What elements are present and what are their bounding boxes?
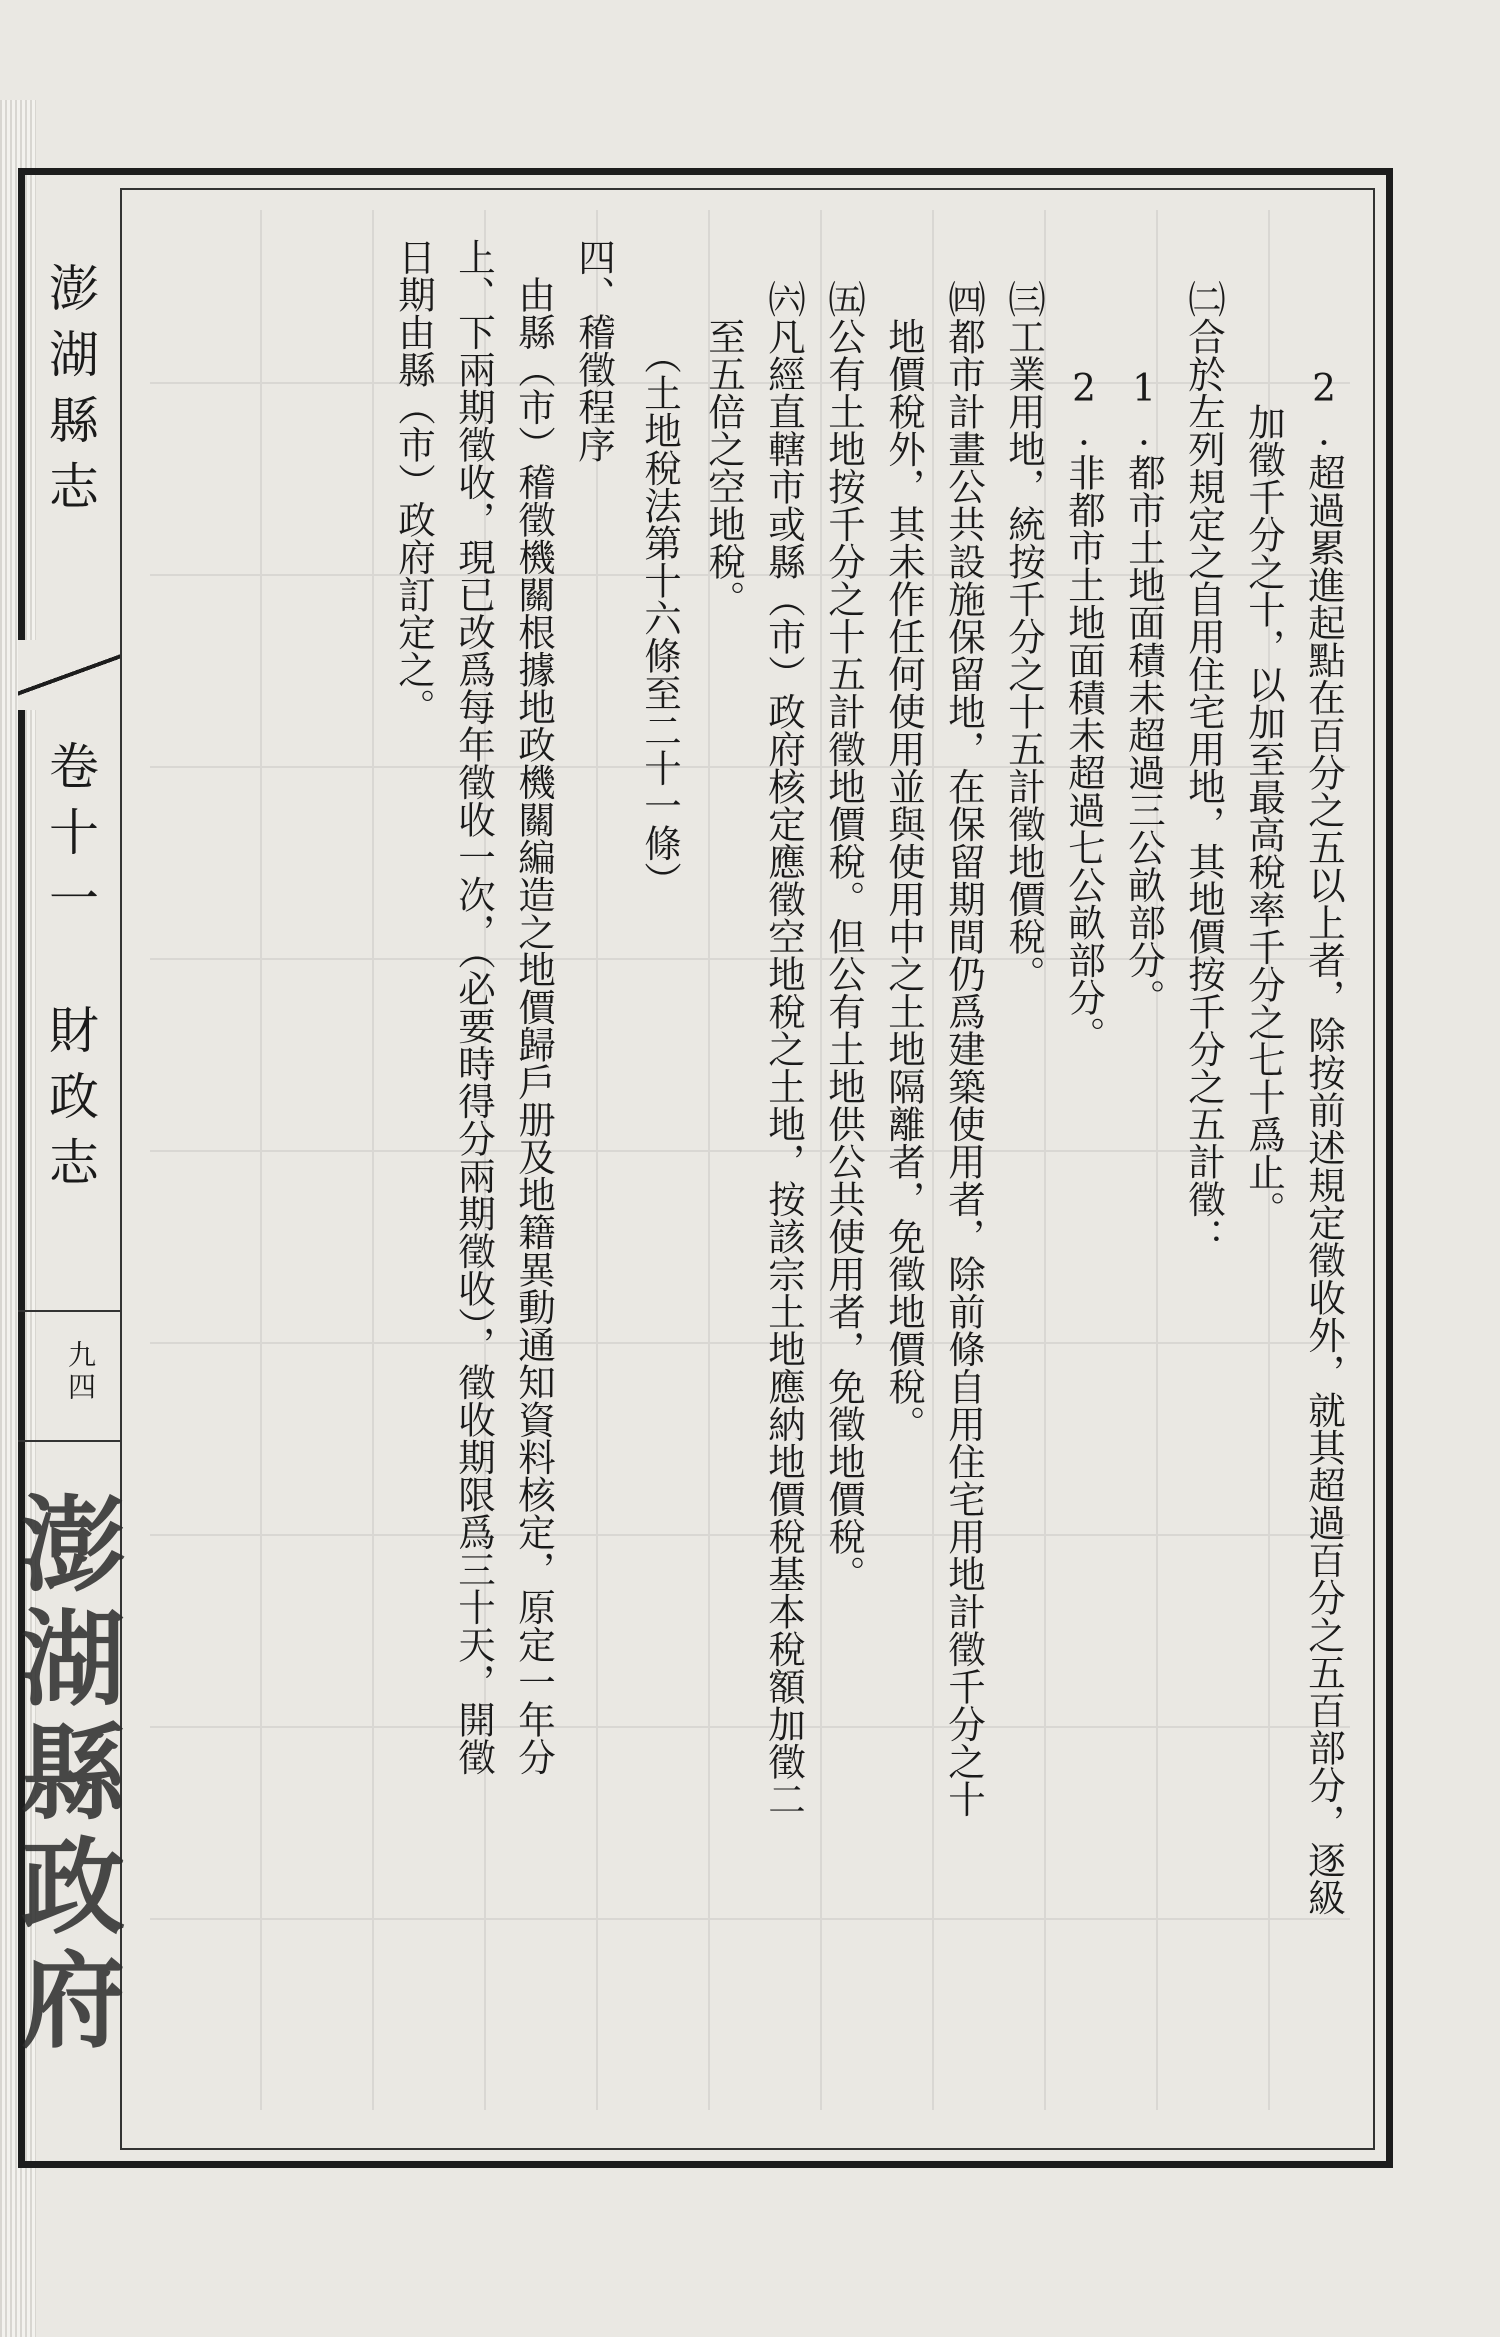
text-column: （土地稅法第十六條至二十一條） [638,280,682,899]
text-column: ㈥凡經直轄市或縣（市）政府核定應徵空地稅之土地，按該宗土地應納地價稅基本稅額加徵二 [762,280,806,1818]
text-column: 加徵千分之十，以加至最高稅率千分之七十爲止。 [1242,328,1286,1228]
head-divider-slant [18,640,120,710]
publisher-seal: 澎湖縣政府 [3,1490,126,2060]
page-number: 九四 [64,1340,97,1404]
text-column: 至五倍之空地稅。 [702,280,746,618]
page-number-divider-top [18,1310,120,1312]
text-column: ㈣都市計畫公共設施保留地，在保留期間仍爲建築使用者，除前條自用住宅用地計徵千分之十 [942,280,986,1818]
text-column: ㈤公有土地按千分之十五計徵地價稅。但公有土地供公共使用者，免徵地價稅。 [822,280,866,1593]
page-number-divider-bottom [18,1440,120,1442]
running-head-section-title: 卷十一 財政志 [41,740,99,1202]
text-column: ㈢工業用地，統按千分之十五計徵地價稅。 [1002,280,1046,993]
text-column: 1.都市土地面積未超過三公畝部分。 [1122,328,1166,1016]
section-heading: 四、稽徵程序 [572,238,616,463]
text-column: 2.非都市土地面積未超過七公畝部分。 [1062,328,1106,1054]
text-column: 2.超過累進起點在百分之五以上者，除按前述規定徵收外，就其超過百分之五百部分，逐級 [1302,328,1346,1916]
text-column: ㈡合於左列規定之自用住宅用地，其地價按千分之五計徵： [1182,280,1226,1255]
text-column: 日期由縣（市）政府訂定之。 [392,238,436,726]
text-column: 由縣（市）稽徵機關根據地政機關編造之地價歸戶册及地籍異動通知資料核定，原定一年分 [512,238,556,1776]
text-column: 上、下兩期徵收，現已改爲每年徵收一次，（必要時得分兩期徵收），徵收期限爲三十天，開徵 [452,238,496,1776]
running-head-book-title: 澎湖縣志 [41,262,99,526]
text-column: 地價稅外，其未作任何使用並與使用中之土地隔離者，免徵地價稅。 [882,280,926,1443]
